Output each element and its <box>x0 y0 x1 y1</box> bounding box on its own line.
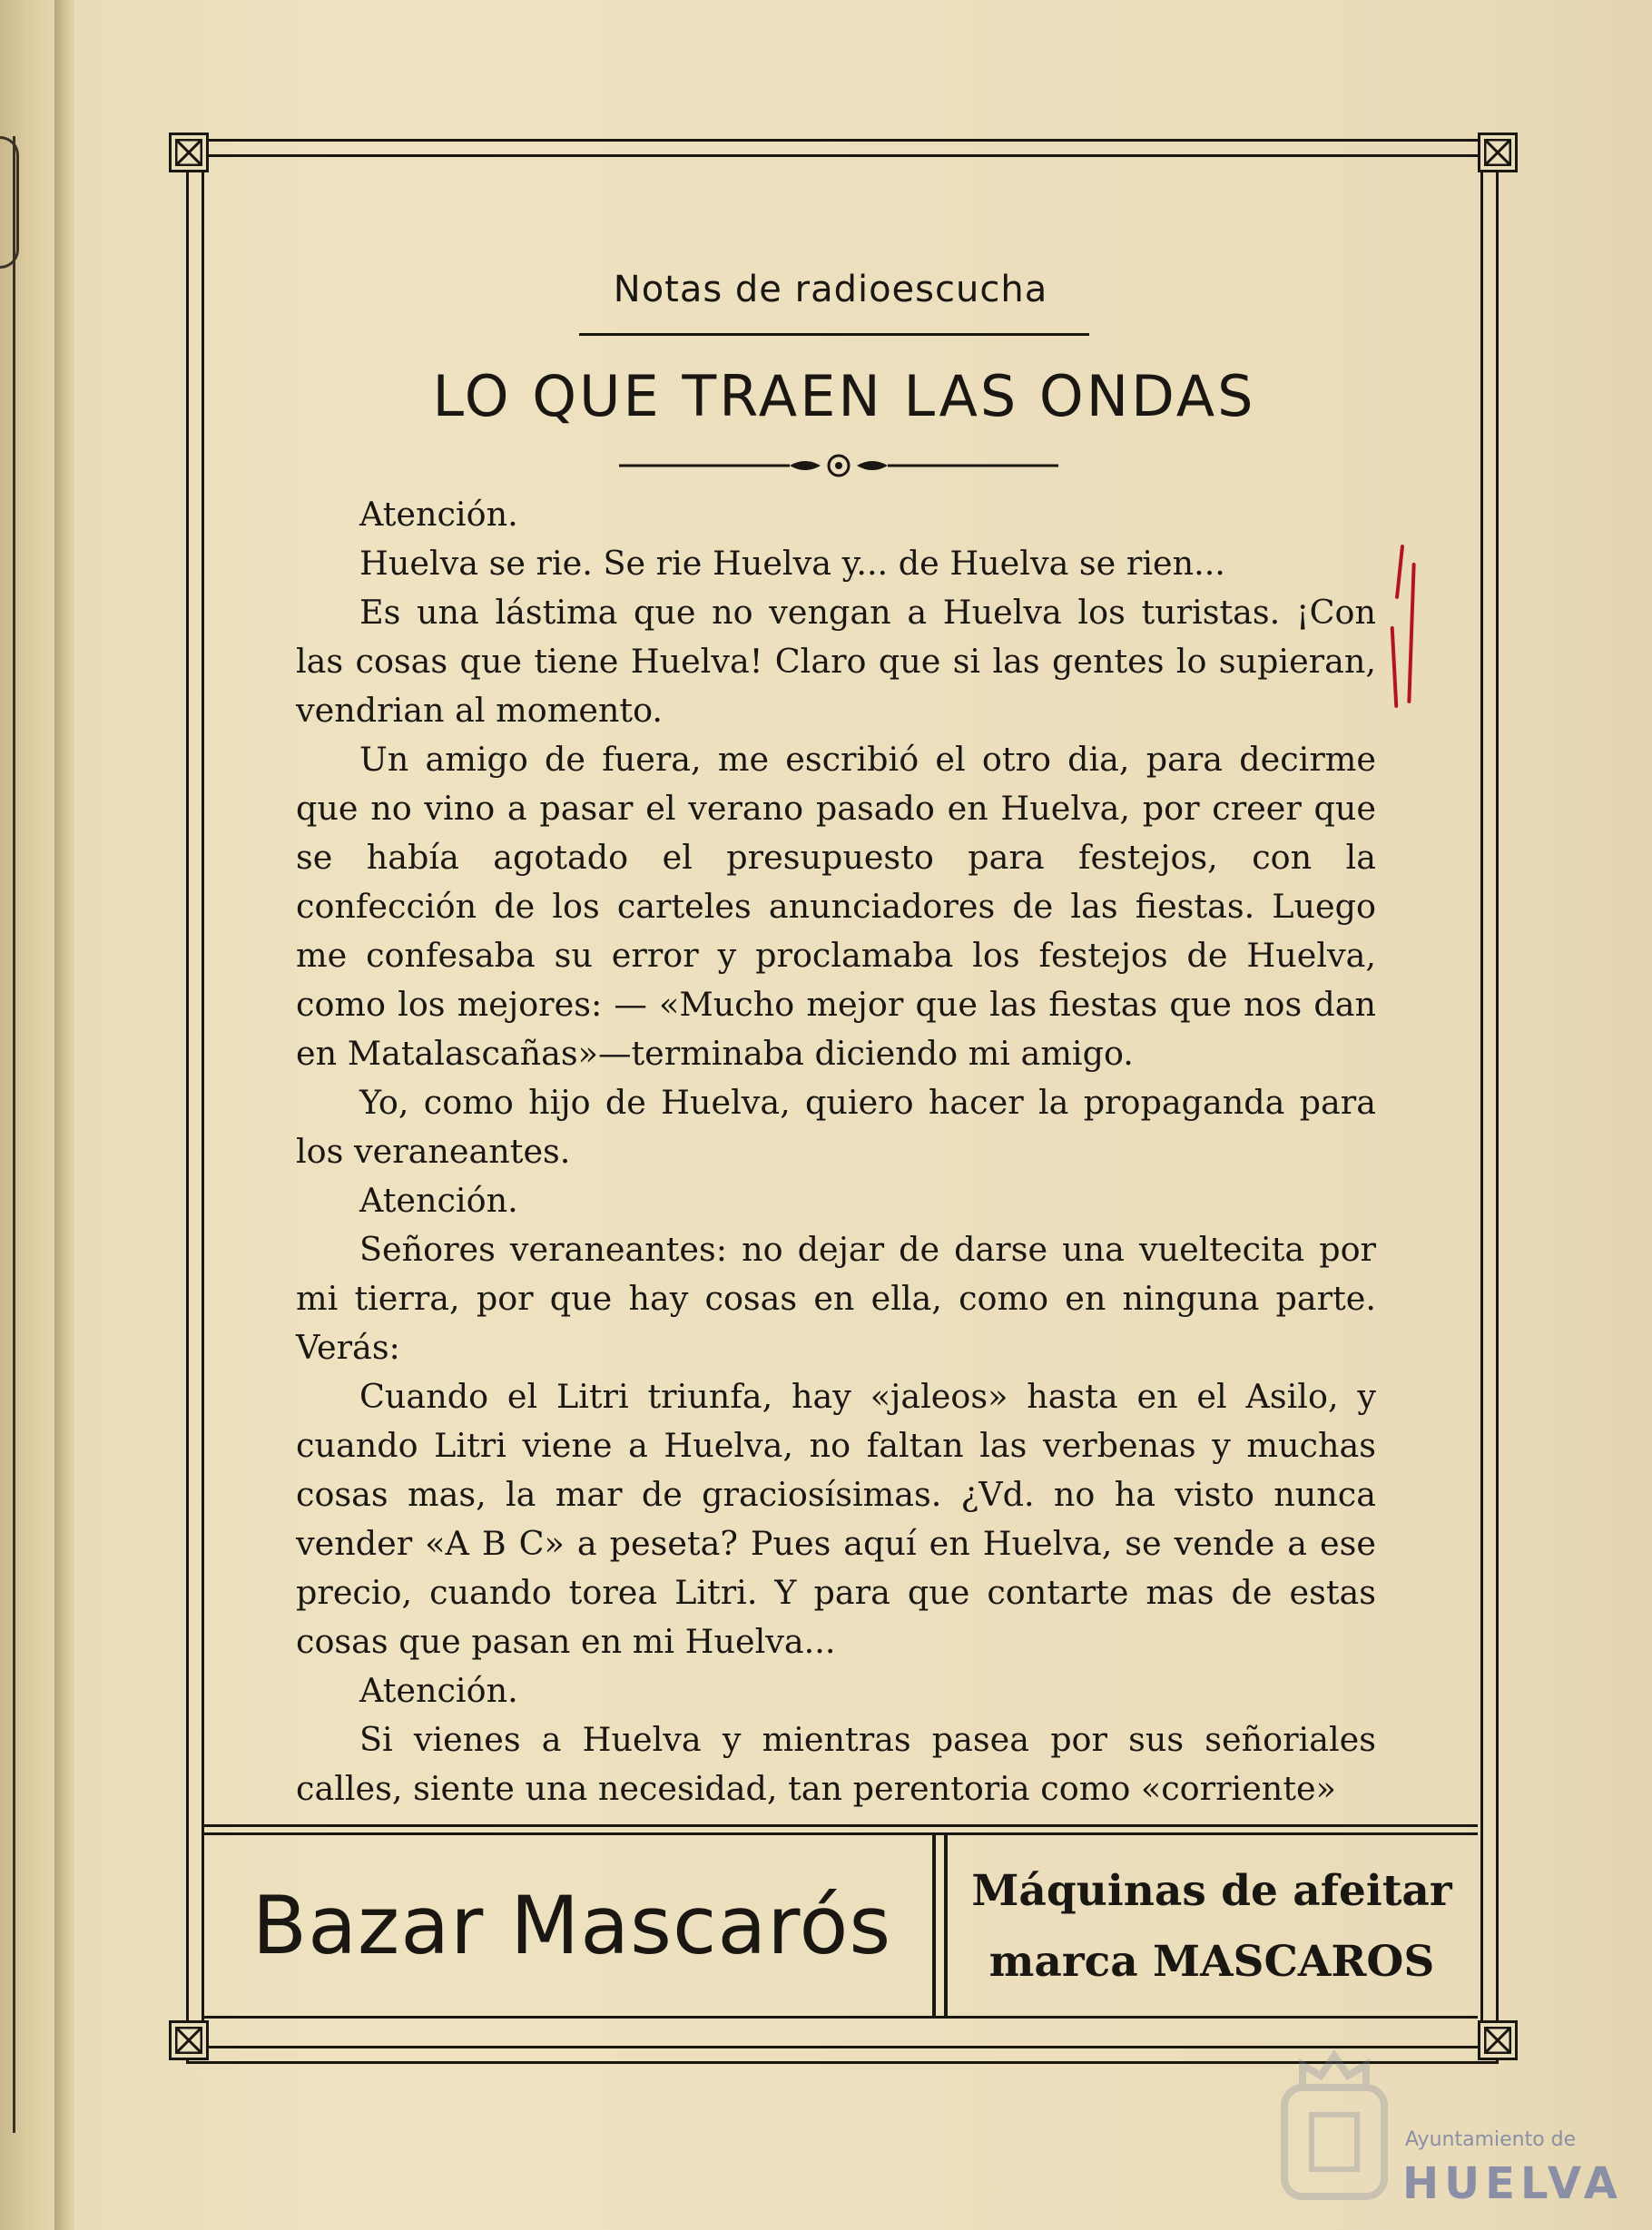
corner-ornament-top-right <box>1478 133 1518 172</box>
article-title: LO QUE TRAEN LAS ONDAS <box>432 363 1256 429</box>
book-spine <box>54 0 74 2230</box>
paragraph: Yo, como hijo de Huelva, quiero hacer la propaganda para los veraneantes. <box>296 1083 1376 1171</box>
article-body <box>296 490 1376 1813</box>
left-page-fragment <box>0 136 19 269</box>
paragraph: Atención. <box>359 1671 518 1710</box>
ad-razor-machines <box>962 1856 1461 1998</box>
ad-razor-line1: Máquinas de afeitar <box>971 1866 1452 1916</box>
corner-ornament-bottom-left <box>169 2020 209 2060</box>
paragraph: Huelva se rie. Se rie Huelva y... de Huelva se rien... <box>359 544 1225 583</box>
paragraph: Atención. <box>359 1181 518 1220</box>
paragraph: Es una lástima que no vengan a Huelva los turistas. ¡Con las cosas que tiene Huelva! Claro que si las gentes lo supieran, vendrian al momento. <box>296 593 1376 730</box>
ad-column-divider <box>932 1835 936 2016</box>
ad-divider-top <box>202 1824 1478 1827</box>
left-page-border <box>0 136 15 2133</box>
ad-column-divider <box>944 1835 948 2016</box>
paragraph: Señores veraneantes: no dejar de darse una vueltecita por mi tierra, por que hay cosas en ella, como en ninguna parte. Verás: <box>296 1230 1376 1367</box>
ad-razor-line2: marca MASCAROS <box>988 1937 1435 1987</box>
kicker-underline <box>579 333 1089 336</box>
paragraph: Si vienes a Huelva y mientras pasea por sus señoriales calles, siente una necesidad, tan perentoria como «corriente» <box>296 1720 1376 1808</box>
ad-divider-bottom <box>202 2016 1478 2019</box>
ad-bazar-mascaros: Bazar Mascarós <box>251 1879 892 1972</box>
section-kicker: Notas de radioescucha <box>613 269 1048 310</box>
watermark-huelva: HUELVA <box>1402 2158 1623 2209</box>
paragraph: Cuando el Litri triunfa, hay «jaleos» hasta en el Asilo, y cuando Litri viene a Huelva, no faltan las verbenas y muchas cosas mas, la mar de graciosísimas. ¿Vd. no ha visto nunca vender «A B C» a peseta? Pues aquí en Huelva, se vende a ese precio, cuando torea Litri. Y para que contarte mas de estas cosas que pasan en mi Huelva... <box>296 1377 1376 1661</box>
paragraph: Un amigo de fuera, me escribió el otro dia, para decirme que no vino a pasar el verano pasado en Huelva, por creer que se había agotado el presupuesto para festejos, con la confección de los carteles anunciadores de las fiestas. Luego me confesaba su error y proclamaba los festejos de Huelva, como los mejores: — «Mucho mejor que las fiestas que nos dan en Matalascañas»—terminaba diciendo mi amigo. <box>296 740 1376 1073</box>
title-ornament <box>619 452 1058 479</box>
ad-divider-top-double <box>202 1832 1478 1835</box>
paragraph: Atención. <box>359 495 518 534</box>
watermark-caption: Ayuntamiento de <box>1405 2128 1577 2151</box>
corner-ornament-top-left <box>169 133 209 172</box>
